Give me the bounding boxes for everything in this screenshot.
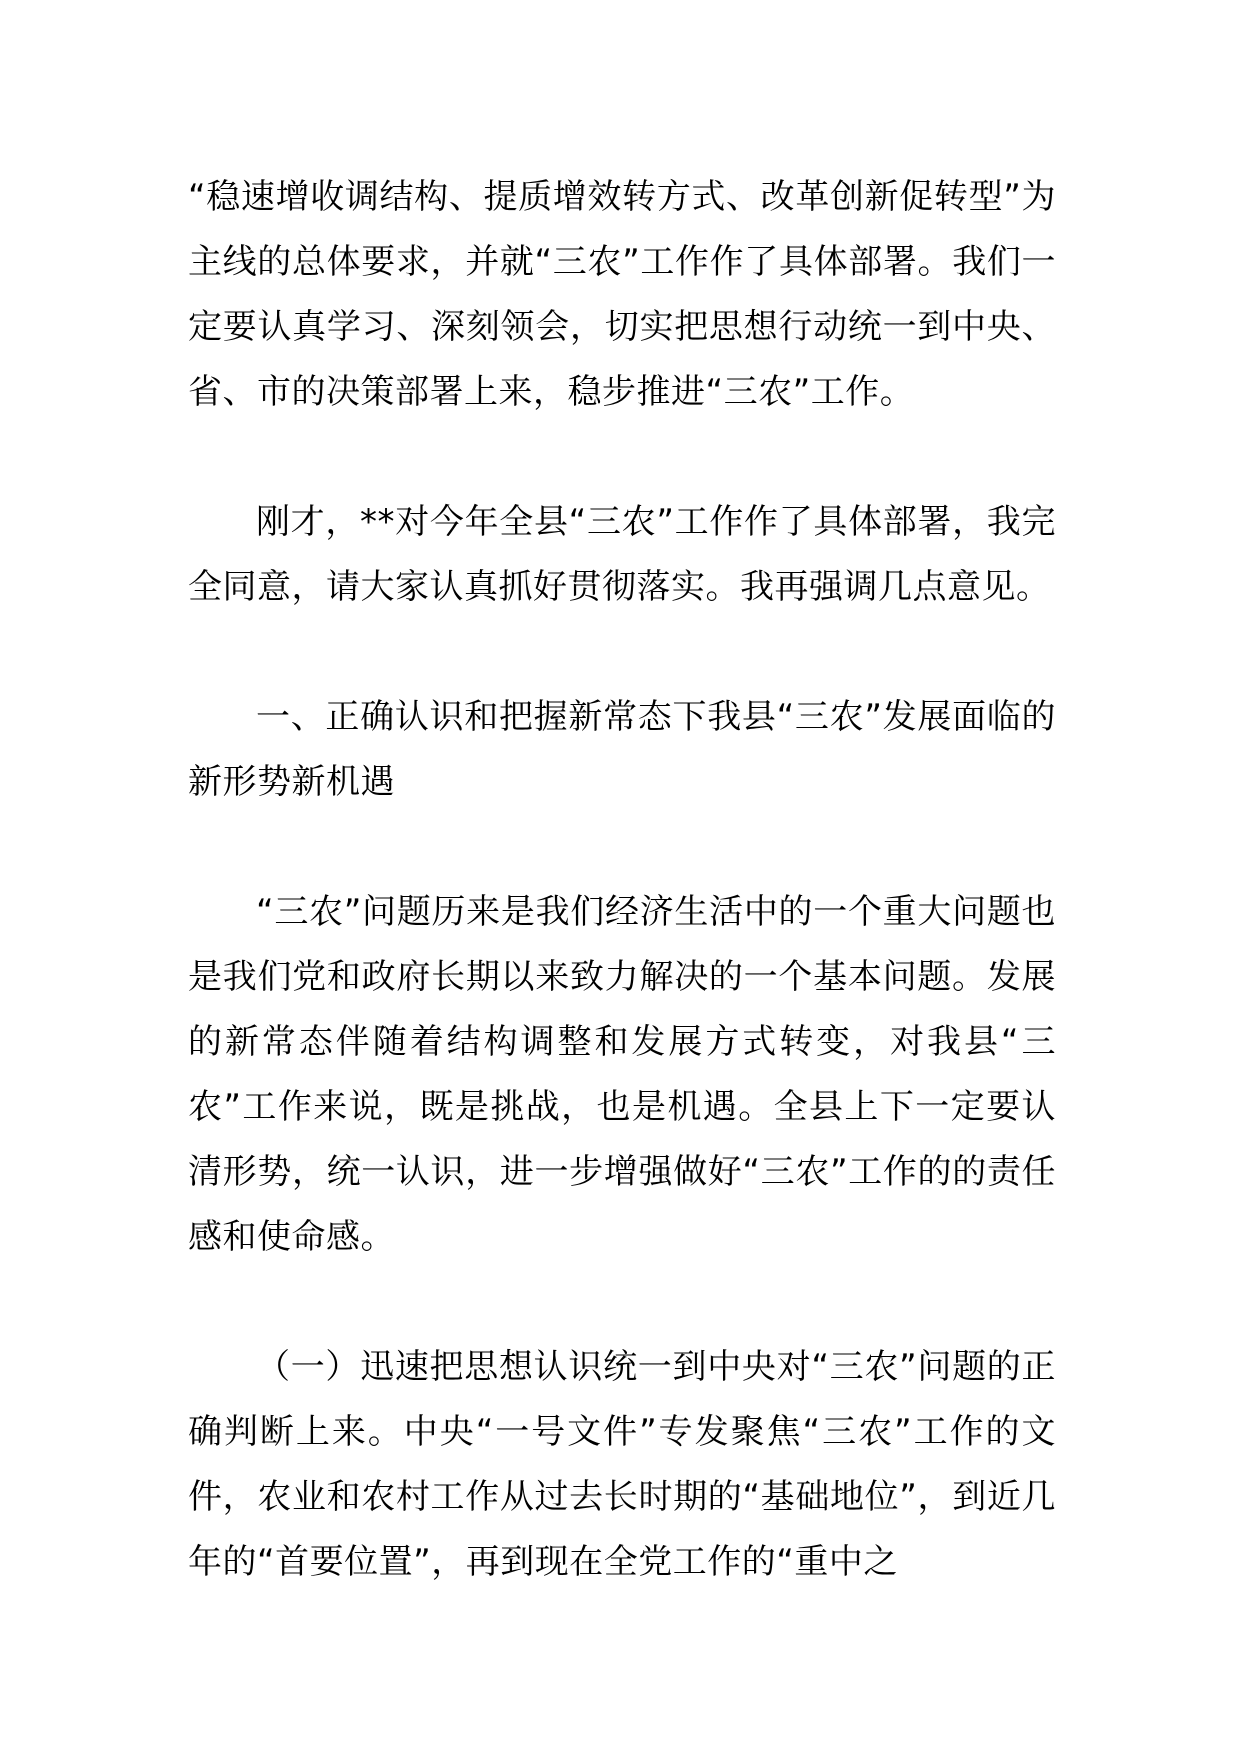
subsection-heading-1-1: （一）迅速把思想认识统一到中央对“三农”问题的正确判断上来。中央“一号文件”专发聚焦“三农”工作的文件，农业和农村工作从过去长时期的“基础地位”，到近几年的“首要位置”，再到现在全党工作的“重中之: [188, 1347, 1056, 1582]
paragraph-sannong-issue: “三农”问题历来是我们经济生活中的一个重大问题也是我们党和政府长期以来致力解决的一个基本问题。发展的新常态伴随着结构调整和发展方式转变，对我县“三农”工作来说，既是挑战，也是机遇。全县上下一定要认清形势，统一认识，进一步增强做好“三农”工作的的责任感和使命感。: [188, 892, 1056, 1257]
document-body: [188, 165, 1056, 1595]
section-heading-1: 一、正确认识和把握新常态下我县“三农”发展面临的新形势新机遇: [188, 697, 1056, 802]
paragraph-opening-remarks: 刚才，**对今年全县“三农”工作作了具体部署，我完全同意，请大家认真抓好贯彻落实。我再强调几点意见。: [188, 502, 1056, 607]
paragraph-continued: “稳速增收调结构、提质增效转方式、改革创新促转型”为主线的总体要求，并就“三农”工作作了具体部署。我们一定要认真学习、深刻领会，切实把思想行动统一到中央、省、市的决策部署上来，稳步推进“三农”工作。: [188, 177, 1056, 412]
